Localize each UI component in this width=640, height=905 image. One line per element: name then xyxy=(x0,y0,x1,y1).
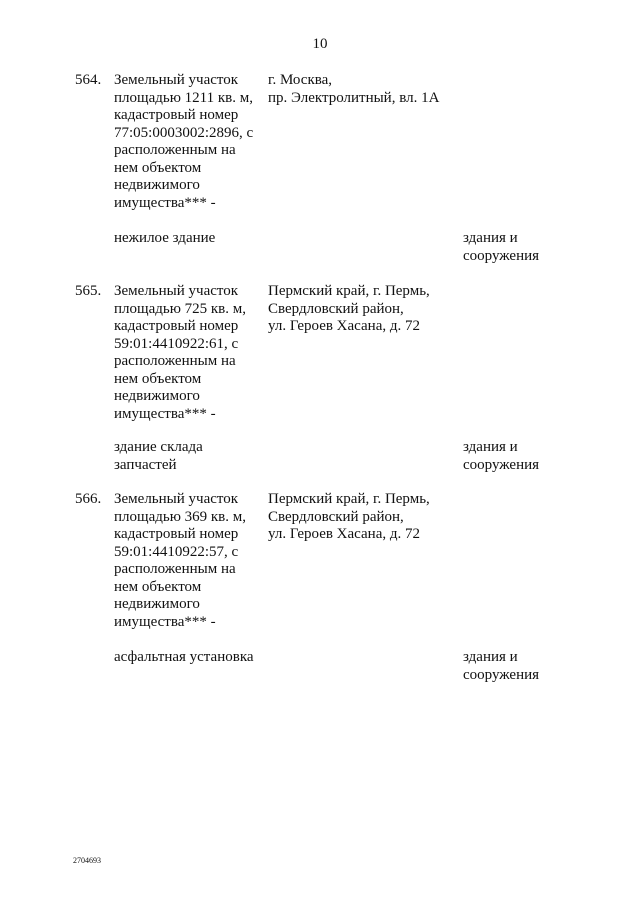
description-line: нем объектом xyxy=(114,578,202,595)
object-line: нежилое здание xyxy=(114,230,216,246)
address-line: пр. Электролитный, вл. 1А xyxy=(268,89,440,106)
entry-address xyxy=(268,491,458,544)
object-line: асфальтная установка xyxy=(114,649,254,665)
page-number: 10 xyxy=(312,36,328,52)
description-line: имущества*** - xyxy=(114,405,216,422)
description-line: нем объектом xyxy=(114,159,202,176)
description-line: 59:01:4410922:61, с xyxy=(114,335,239,352)
description-line: расположенным на xyxy=(114,353,236,369)
entry-object xyxy=(114,230,274,248)
object-line: здание склада xyxy=(114,439,203,455)
description-line: нем объектом xyxy=(114,370,202,387)
description-line: недвижимого xyxy=(114,388,200,404)
entry-number: 565. xyxy=(75,283,102,299)
description-line: недвижимого xyxy=(114,177,200,193)
entry-category xyxy=(463,230,573,265)
description-line: площадью 725 кв. м, xyxy=(114,300,247,317)
document-code: 2704693 xyxy=(73,856,101,865)
description-line: расположенным на xyxy=(114,561,236,577)
address-line: Свердловский район, xyxy=(268,508,404,525)
entry-number: 564. xyxy=(75,72,102,88)
entry-description xyxy=(114,72,262,212)
description-line: 77:05:0003002:2896, с xyxy=(114,124,254,141)
entry-address xyxy=(268,72,458,107)
entry-category xyxy=(463,439,573,474)
address-line: Свердловский район, xyxy=(268,300,404,317)
entry-number: 566. xyxy=(75,491,102,507)
description-line: кадастровый номер xyxy=(114,107,239,123)
address-line: Пермский край, г. Пермь, xyxy=(268,283,430,299)
entry-description xyxy=(114,491,262,631)
entry-object xyxy=(114,649,274,667)
entry-description xyxy=(114,283,262,423)
address-line: ул. Героев Хасана, д. 72 xyxy=(268,318,420,334)
description-line: расположенным на xyxy=(114,142,236,158)
entry-object xyxy=(114,439,274,474)
entry-category xyxy=(463,649,573,684)
category-line: сооружения xyxy=(463,666,540,683)
description-line: недвижимого xyxy=(114,596,200,612)
address-line: Пермский край, г. Пермь, xyxy=(268,491,430,507)
description-line: площадью 369 кв. м, xyxy=(114,508,247,525)
description-line: кадастровый номер xyxy=(114,318,239,334)
address-line: г. Москва, xyxy=(268,72,333,88)
category-line: сооружения xyxy=(463,247,540,264)
category-line: здания и xyxy=(463,230,518,246)
entry-address xyxy=(268,283,458,336)
address-line: ул. Героев Хасана, д. 72 xyxy=(268,526,420,542)
description-line: имущества*** - xyxy=(114,613,216,630)
object-line: запчастей xyxy=(114,456,177,473)
description-line: площадью 1211 кв. м, xyxy=(114,89,253,106)
description-line: Земельный участок xyxy=(114,491,239,507)
description-line: имущества*** - xyxy=(114,194,216,211)
description-line: Земельный участок xyxy=(114,72,239,88)
description-line: 59:01:4410922:57, с xyxy=(114,543,239,560)
description-line: Земельный участок xyxy=(114,283,239,299)
category-line: здания и xyxy=(463,439,518,455)
category-line: сооружения xyxy=(463,456,540,473)
description-line: кадастровый номер xyxy=(114,526,239,542)
category-line: здания и xyxy=(463,649,518,665)
